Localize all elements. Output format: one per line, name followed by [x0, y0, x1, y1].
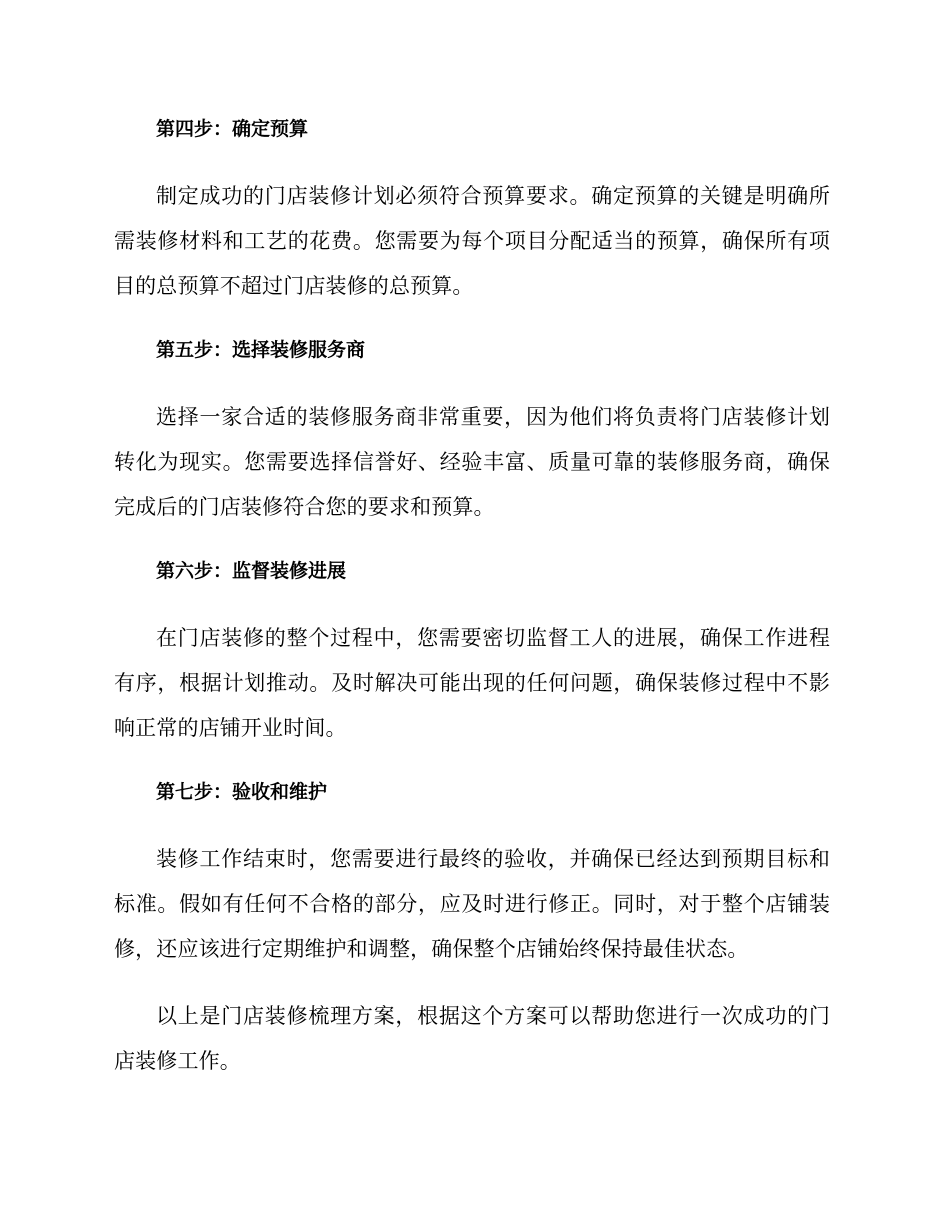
- section-heading-step-5: 第五步：选择装修服务商: [156, 339, 366, 361]
- section-heading-step-4: 第四步：确定预算: [156, 118, 309, 140]
- section-paragraph-step-4: 制定成功的门店装修计划必须符合预算要求。确定预算的关键是明确所需装修材料和工艺的花费。您需要为每个项目分配适当的预算，确保所有项目的总预算不超过门店装修的总预算。: [114, 184, 830, 298]
- section-heading-step-6: 第六步：监督装修进展: [156, 560, 347, 582]
- conclusion-paragraph: 以上是门店装修梳理方案，根据这个方案可以帮助您进行一次成功的门店装修工作。: [114, 1004, 830, 1073]
- section-paragraph-step-5: 选择一家合适的装修服务商非常重要，因为他们将负责将门店装修计划转化为现实。您需要选择信誉好、经验丰富、质量可靠的装修服务商，确保完成后的门店装修符合您的要求和预算。: [114, 405, 830, 519]
- section-heading-step-7: 第七步：验收和维护: [156, 781, 328, 803]
- section-paragraph-step-7: 装修工作结束时，您需要进行最终的验收，并确保已经达到预期目标和标准。假如有任何不合格的部分，应及时进行修正。同时，对于整个店铺装修，还应该进行定期维护和调整，确保整个店铺始终保持最佳状态。: [114, 847, 830, 961]
- section-paragraph-step-6: 在门店装修的整个过程中，您需要密切监督工人的进展，确保工作进程有序，根据计划推动。及时解决可能出现的任何问题，确保装修过程中不影响正常的店铺开业时间。: [114, 626, 830, 740]
- document-body: [114, 110, 830, 1106]
